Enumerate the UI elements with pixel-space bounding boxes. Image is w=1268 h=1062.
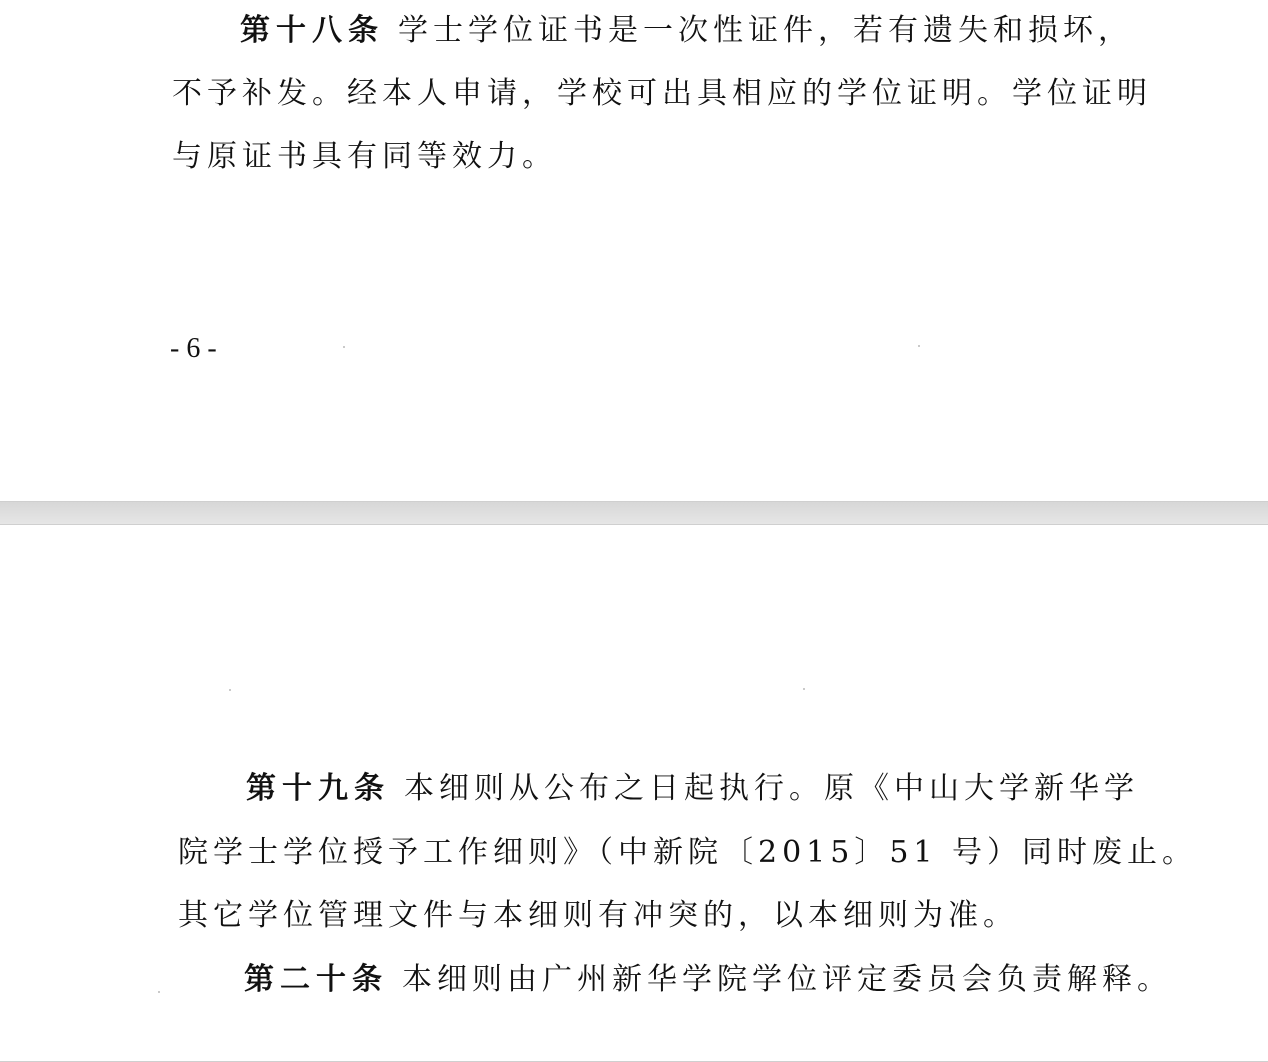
article-19-number: 第十九条 — [246, 771, 390, 806]
article-18-line-2: 不予补发。经本人申请，学校可出具相应的学位证明。学位证明 — [172, 76, 1152, 111]
scan-speck — [918, 345, 920, 347]
page-separator — [0, 502, 1268, 524]
article-20-line-1 — [244, 960, 1172, 1000]
article-18-line-3: 与原证书具有同等效力。 — [172, 139, 557, 174]
article-20-text-1: 本细则由广州新华学院学位评定委员会负责解释。 — [402, 962, 1172, 997]
scan-speck — [343, 346, 345, 348]
page-6 — [0, 0, 1268, 502]
article-18-text-1: 学士学位证书是一次性证件，若有遗失和损坏， — [398, 13, 1133, 48]
page-7 — [0, 524, 1268, 1062]
scan-speck — [803, 688, 805, 690]
article-19-line-1 — [246, 769, 1139, 809]
article-19-line-2: 院学士学位授予工作细则》（中新院〔2015〕51 号）同时废止。 — [178, 835, 1198, 870]
article-19-text-1: 本细则从公布之日起执行。原《中山大学新华学 — [404, 771, 1139, 806]
article-18-number: 第十八条 — [240, 13, 384, 48]
scan-speck — [158, 991, 160, 993]
scan-speck — [229, 689, 231, 691]
article-18-line-1 — [240, 11, 1133, 51]
article-19-line-3: 其它学位管理文件与本细则有冲突的，以本细则为准。 — [178, 898, 1018, 933]
article-20-number: 第二十条 — [244, 962, 388, 997]
page-number: - 6 - — [170, 333, 217, 364]
